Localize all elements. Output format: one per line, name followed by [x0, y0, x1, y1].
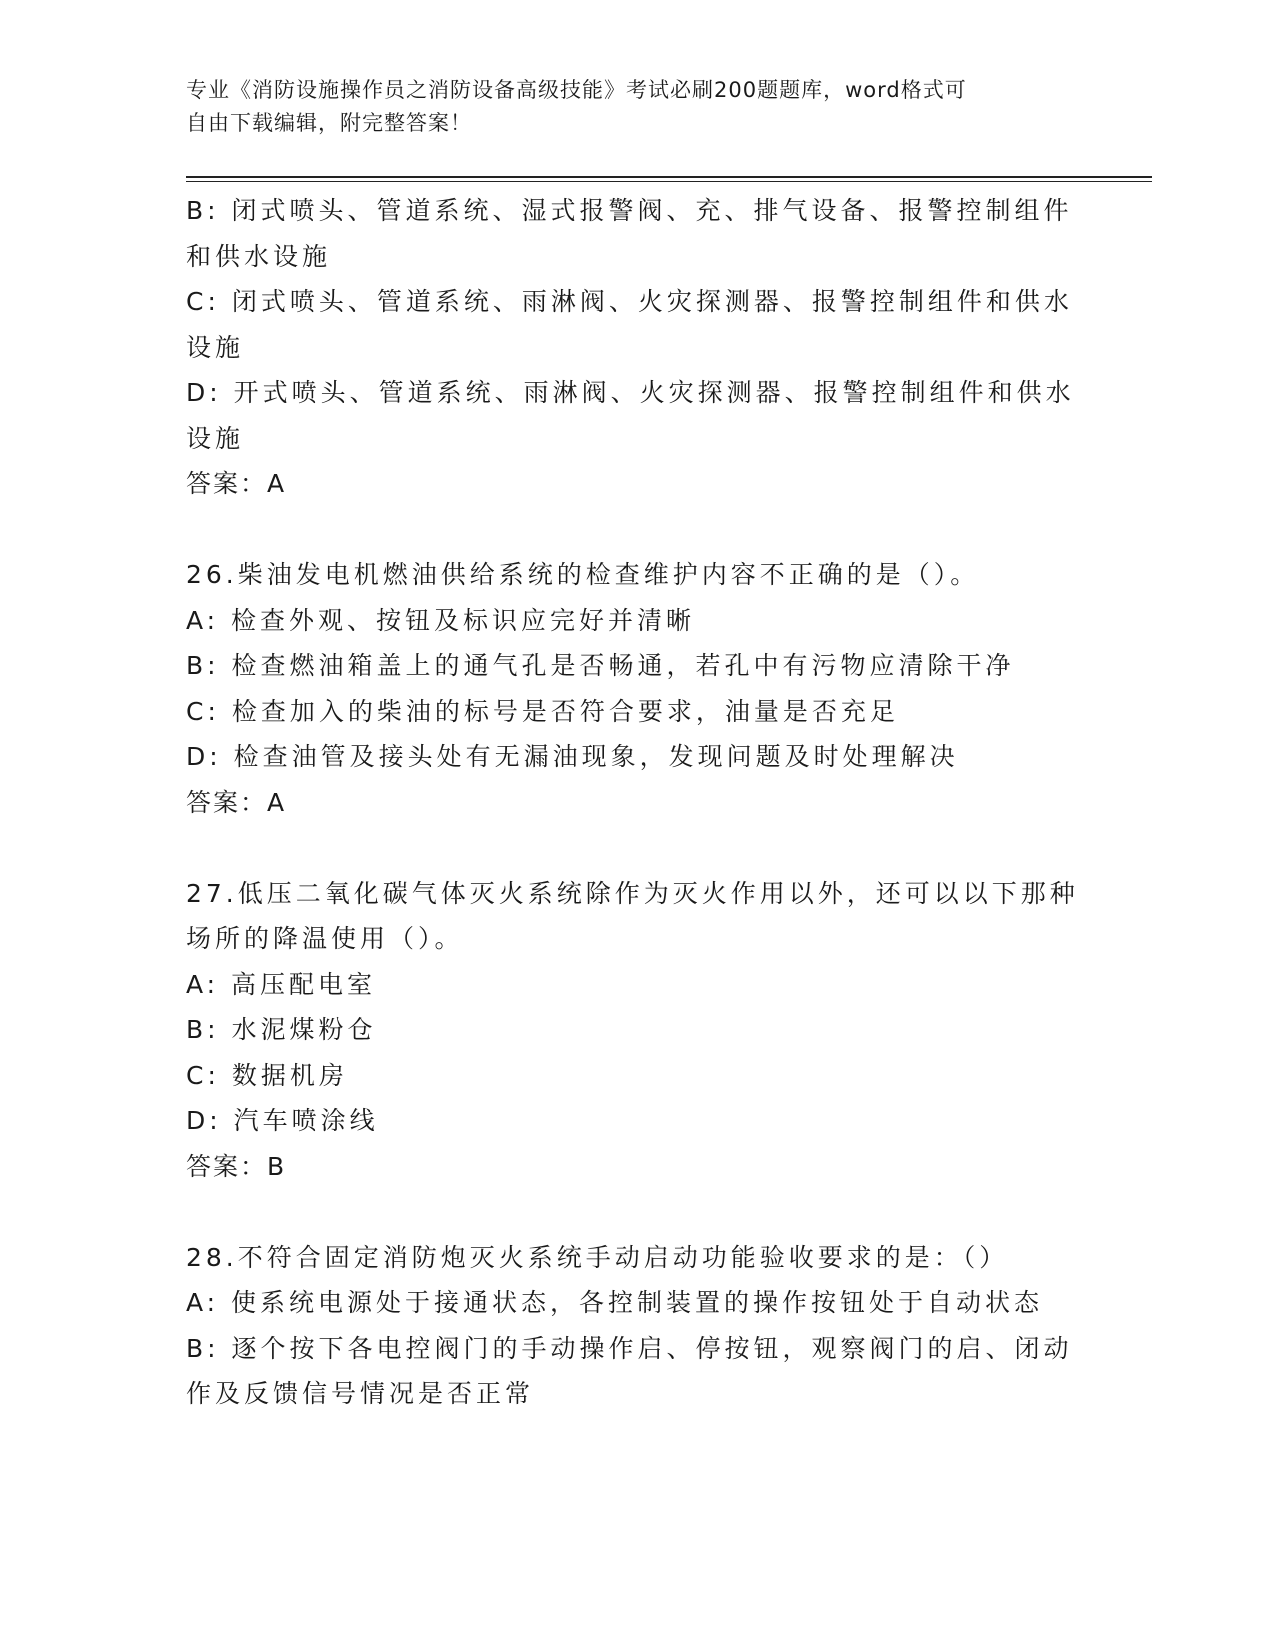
document-header: [186, 74, 1086, 140]
q25-option-d-cont: 设施: [186, 423, 245, 453]
q25-option-b-cont: 和供水设施: [186, 241, 332, 271]
q27-answer: 答案：B: [186, 1151, 287, 1181]
header-rule-thick: [186, 176, 1152, 178]
header-line-1: 专业《消防设施操作员之消防设备高级技能》考试必刷200题题库，word格式可: [186, 78, 967, 102]
question-27-block: [186, 871, 1086, 1190]
q27-option-a: A: 高压配电室: [186, 969, 377, 999]
q27-option-b: B: 水泥煤粉仓: [186, 1015, 377, 1044]
q26-answer: 答案：A: [186, 787, 287, 817]
q25-option-d: D: 开式喷头、管道系统、雨淋阀、火灾探测器、报警控制组件和供水: [186, 378, 1075, 407]
q27-option-d: D: 汽车喷涂线: [186, 1106, 379, 1135]
q25-option-c: C: 闭式喷头、管道系统、雨淋阀、火灾探测器、报警控制组件和供水: [186, 287, 1073, 316]
q25-option-b: B: 闭式喷头、管道系统、湿式报警阀、充、排气设备、报警控制组件: [186, 196, 1073, 225]
q28-question: 28.不符合固定消防炮灭火系统手动启动功能验收要求的是：（）: [186, 1242, 1009, 1272]
q27-question-cont: 场所的降温使用（）。: [186, 924, 464, 953]
q25-option-c-cont: 设施: [186, 332, 245, 362]
spacer: [186, 1189, 1086, 1235]
question-26-block: [186, 552, 1086, 825]
q27-option-c: C: 数据机房: [186, 1060, 348, 1090]
q26-option-a: A: 检查外观、按钮及标识应完好并清晰: [186, 605, 696, 635]
q26-option-c: C: 检查加入的柴油的标号是否符合要求，油量是否充足: [186, 696, 899, 726]
q27-question: 27.低压二氧化碳气体灭火系统除作为灭火作用以外，还可以以下那种: [186, 878, 1079, 908]
q28-option-b-cont: 作及反馈信号情况是否正常: [186, 1379, 535, 1408]
question-28-block: [186, 1235, 1086, 1417]
q26-option-d: D: 检查油管及接头处有无漏油现象，发现问题及时处理解决: [186, 742, 959, 771]
q26-option-b: B: 检查燃油箱盖上的通气孔是否畅通，若孔中有污物应清除干净: [186, 651, 1015, 680]
q28-option-a: A: 使系统电源处于接通状态，各控制装置的操作按钮处于自动状态: [186, 1288, 1044, 1317]
question-25-block: [186, 188, 1086, 507]
spacer: [186, 507, 1086, 553]
header-rule-thin: [186, 181, 1152, 182]
q26-question: 26.柴油发电机燃油供给系统的检查维护内容不正确的是（）。: [186, 560, 980, 589]
spacer: [186, 825, 1086, 871]
document-body: [186, 188, 1086, 1417]
q28-option-b: B: 逐个按下各电控阀门的手动操作启、停按钮，观察阀门的启、闭动: [186, 1333, 1073, 1363]
q25-answer: 答案：A: [186, 469, 287, 498]
header-line-2: 自由下载编辑，附完整答案！: [186, 111, 472, 135]
